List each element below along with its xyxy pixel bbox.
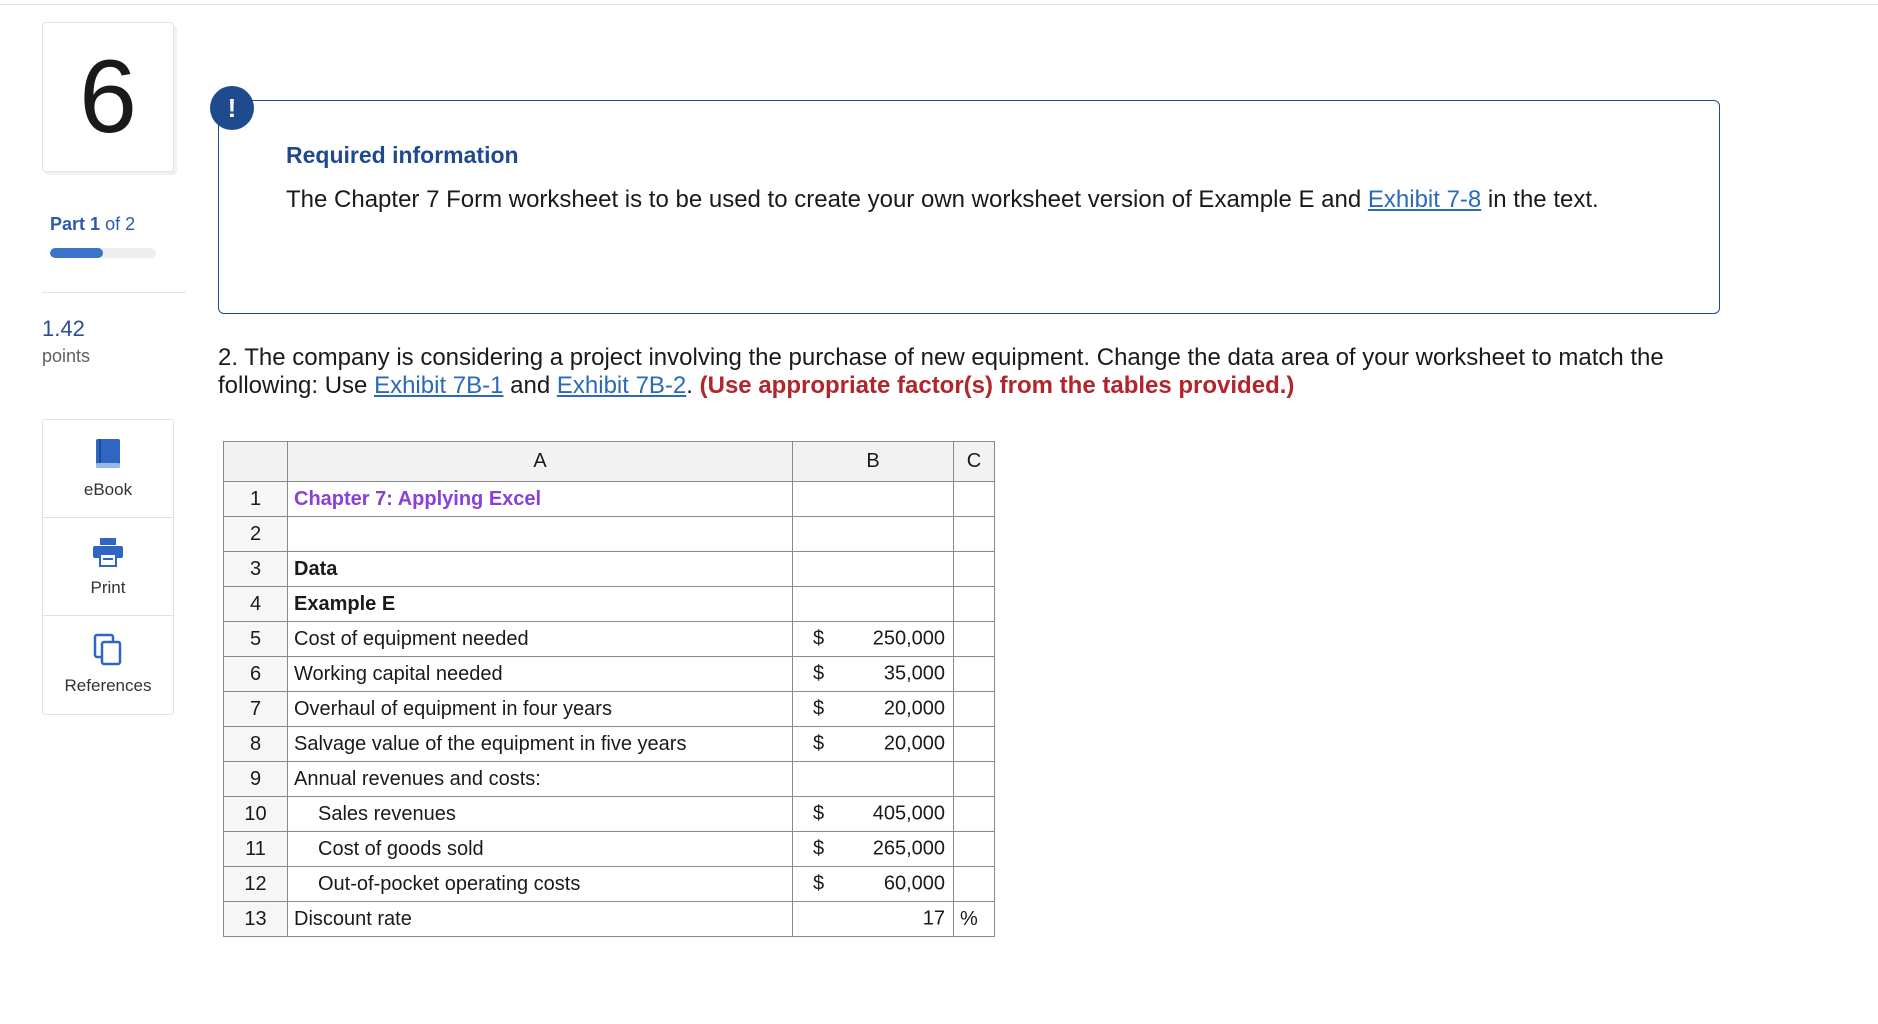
currency-symbol: $: [813, 627, 825, 650]
cell-c: [954, 482, 995, 517]
cell-b: [793, 482, 954, 517]
cell-c: [954, 552, 995, 587]
cell-c: [954, 867, 995, 902]
row-number: 11: [224, 832, 288, 867]
question-number: 6: [42, 22, 174, 172]
cell-b: [793, 587, 954, 622]
cell-c: [954, 587, 995, 622]
cell-a: Salvage value of the equipment in five years: [288, 727, 793, 762]
part-indicator: [50, 214, 135, 235]
table-row: [224, 902, 995, 937]
exhibit-7b-2-link[interactable]: Exhibit 7B-2: [556, 372, 687, 399]
corner-cell: [224, 442, 288, 482]
row-number: 2: [224, 517, 288, 552]
row-number: 9: [224, 762, 288, 797]
spreadsheet: [223, 441, 995, 937]
row-number: 13: [224, 902, 288, 937]
table-row: [224, 762, 995, 797]
row-number: 8: [224, 727, 288, 762]
cell-a: [288, 517, 793, 552]
cell-a: Working capital needed: [288, 657, 793, 692]
required-info-title: Required information: [286, 142, 519, 168]
cell-a: Sales revenues: [288, 797, 793, 832]
table-row: [224, 657, 995, 692]
cell-a: Overhaul of equipment in four years: [288, 692, 793, 727]
references-icon: [92, 634, 124, 666]
points-label: points: [42, 346, 91, 366]
currency-symbol: $: [813, 872, 825, 895]
cell-c: [954, 622, 995, 657]
references-button[interactable]: [43, 616, 173, 713]
cell-c: %: [954, 902, 995, 937]
question-text: [218, 344, 1718, 400]
cell-b: [793, 797, 954, 832]
cell-c: [954, 657, 995, 692]
ebook-label: eBook: [83, 479, 133, 499]
cell-value: 20,000: [883, 697, 945, 720]
cell-a: Out-of-pocket operating costs: [288, 867, 793, 902]
cell-a: Annual revenues and costs:: [288, 762, 793, 797]
cell-b: [793, 867, 954, 902]
part-progress-fill: [50, 248, 103, 258]
cell-value: 265,000: [872, 837, 945, 860]
row-number: 3: [224, 552, 288, 587]
currency-symbol: $: [813, 662, 825, 685]
cell-b: [793, 832, 954, 867]
cell-c: [954, 727, 995, 762]
cell-a: Cost of goods sold: [288, 832, 793, 867]
column-header-b: B: [793, 442, 954, 482]
table-row: [224, 797, 995, 832]
cell-value: 35,000: [883, 662, 945, 685]
cell-a: Cost of equipment needed: [288, 622, 793, 657]
question-text-period: .: [686, 372, 700, 399]
table-row: [224, 832, 995, 867]
cell-a: Discount rate: [288, 902, 793, 937]
required-info-text-end: in the text.: [1481, 186, 1599, 213]
currency-symbol: $: [813, 802, 825, 825]
question-text-part: 2. The company is considering a project involving the purchase of new equipment. Change the data area of your worksheet to match the following: Use: [218, 344, 1664, 399]
row-number: 10: [224, 797, 288, 832]
tools-panel: [42, 419, 174, 715]
exhibit-7b-1-link[interactable]: Exhibit 7B-1: [374, 372, 504, 399]
print-button[interactable]: [43, 518, 173, 616]
row-number: 6: [224, 657, 288, 692]
column-header-row: [224, 442, 995, 482]
print-label: Print: [90, 577, 126, 597]
cell-a: Data: [288, 552, 793, 587]
row-number: 5: [224, 622, 288, 657]
table-row: [224, 517, 995, 552]
cell-c: [954, 692, 995, 727]
cell-b: [793, 727, 954, 762]
cell-c: [954, 832, 995, 867]
cell-value: 250,000: [872, 627, 945, 650]
cell-value: 60,000: [883, 872, 945, 895]
cell-c: [954, 797, 995, 832]
part-label: Part: [50, 214, 86, 234]
part-current: 1: [90, 214, 101, 234]
currency-symbol: $: [813, 837, 825, 860]
table-row: [224, 727, 995, 762]
cell-value: 20,000: [883, 732, 945, 755]
book-icon: [92, 438, 124, 470]
printer-icon: [92, 536, 124, 568]
table-row: [224, 867, 995, 902]
row-number: 4: [224, 587, 288, 622]
table-row: [224, 692, 995, 727]
sidebar-divider: [42, 292, 186, 293]
cell-b: [793, 692, 954, 727]
part-progress-bar: [50, 248, 156, 258]
alert-icon: !: [210, 86, 254, 130]
table-row: [224, 587, 995, 622]
cell-b: [793, 552, 954, 587]
cell-b: [793, 622, 954, 657]
table-row: [224, 622, 995, 657]
column-header-a: A: [288, 442, 793, 482]
cell-b: [793, 657, 954, 692]
cell-a: Chapter 7: Applying Excel: [288, 482, 793, 517]
cell-value: 405,000: [872, 802, 945, 825]
cell-a: Example E: [288, 587, 793, 622]
cell-b: [793, 517, 954, 552]
column-header-c: C: [954, 442, 995, 482]
part-total: of 2: [105, 214, 136, 234]
required-info-text-part: The Chapter 7 Form worksheet is to be used to create your own worksheet version of Example E and: [286, 186, 1368, 213]
points-value: 1.42: [42, 316, 85, 341]
top-divider: [0, 4, 1878, 5]
currency-symbol: $: [813, 697, 825, 720]
row-number: 12: [224, 867, 288, 902]
required-info-text: [286, 186, 1666, 214]
cell-b: [793, 762, 954, 797]
currency-symbol: $: [813, 732, 825, 755]
row-number: 7: [224, 692, 288, 727]
cell-c: [954, 762, 995, 797]
references-label: References: [64, 675, 152, 695]
cell-value: 17: [922, 907, 945, 930]
table-row: [224, 552, 995, 587]
question-instruction: (Use appropriate factor(s) from the tables provided.): [699, 372, 1295, 399]
exhibit-7-8-link[interactable]: Exhibit 7-8: [1367, 186, 1482, 213]
cell-b: [793, 902, 954, 937]
row-number: 1: [224, 482, 288, 517]
ebook-button[interactable]: [43, 420, 173, 518]
table-row: [224, 482, 995, 517]
cell-c: [954, 517, 995, 552]
question-text-and: and: [503, 372, 557, 399]
